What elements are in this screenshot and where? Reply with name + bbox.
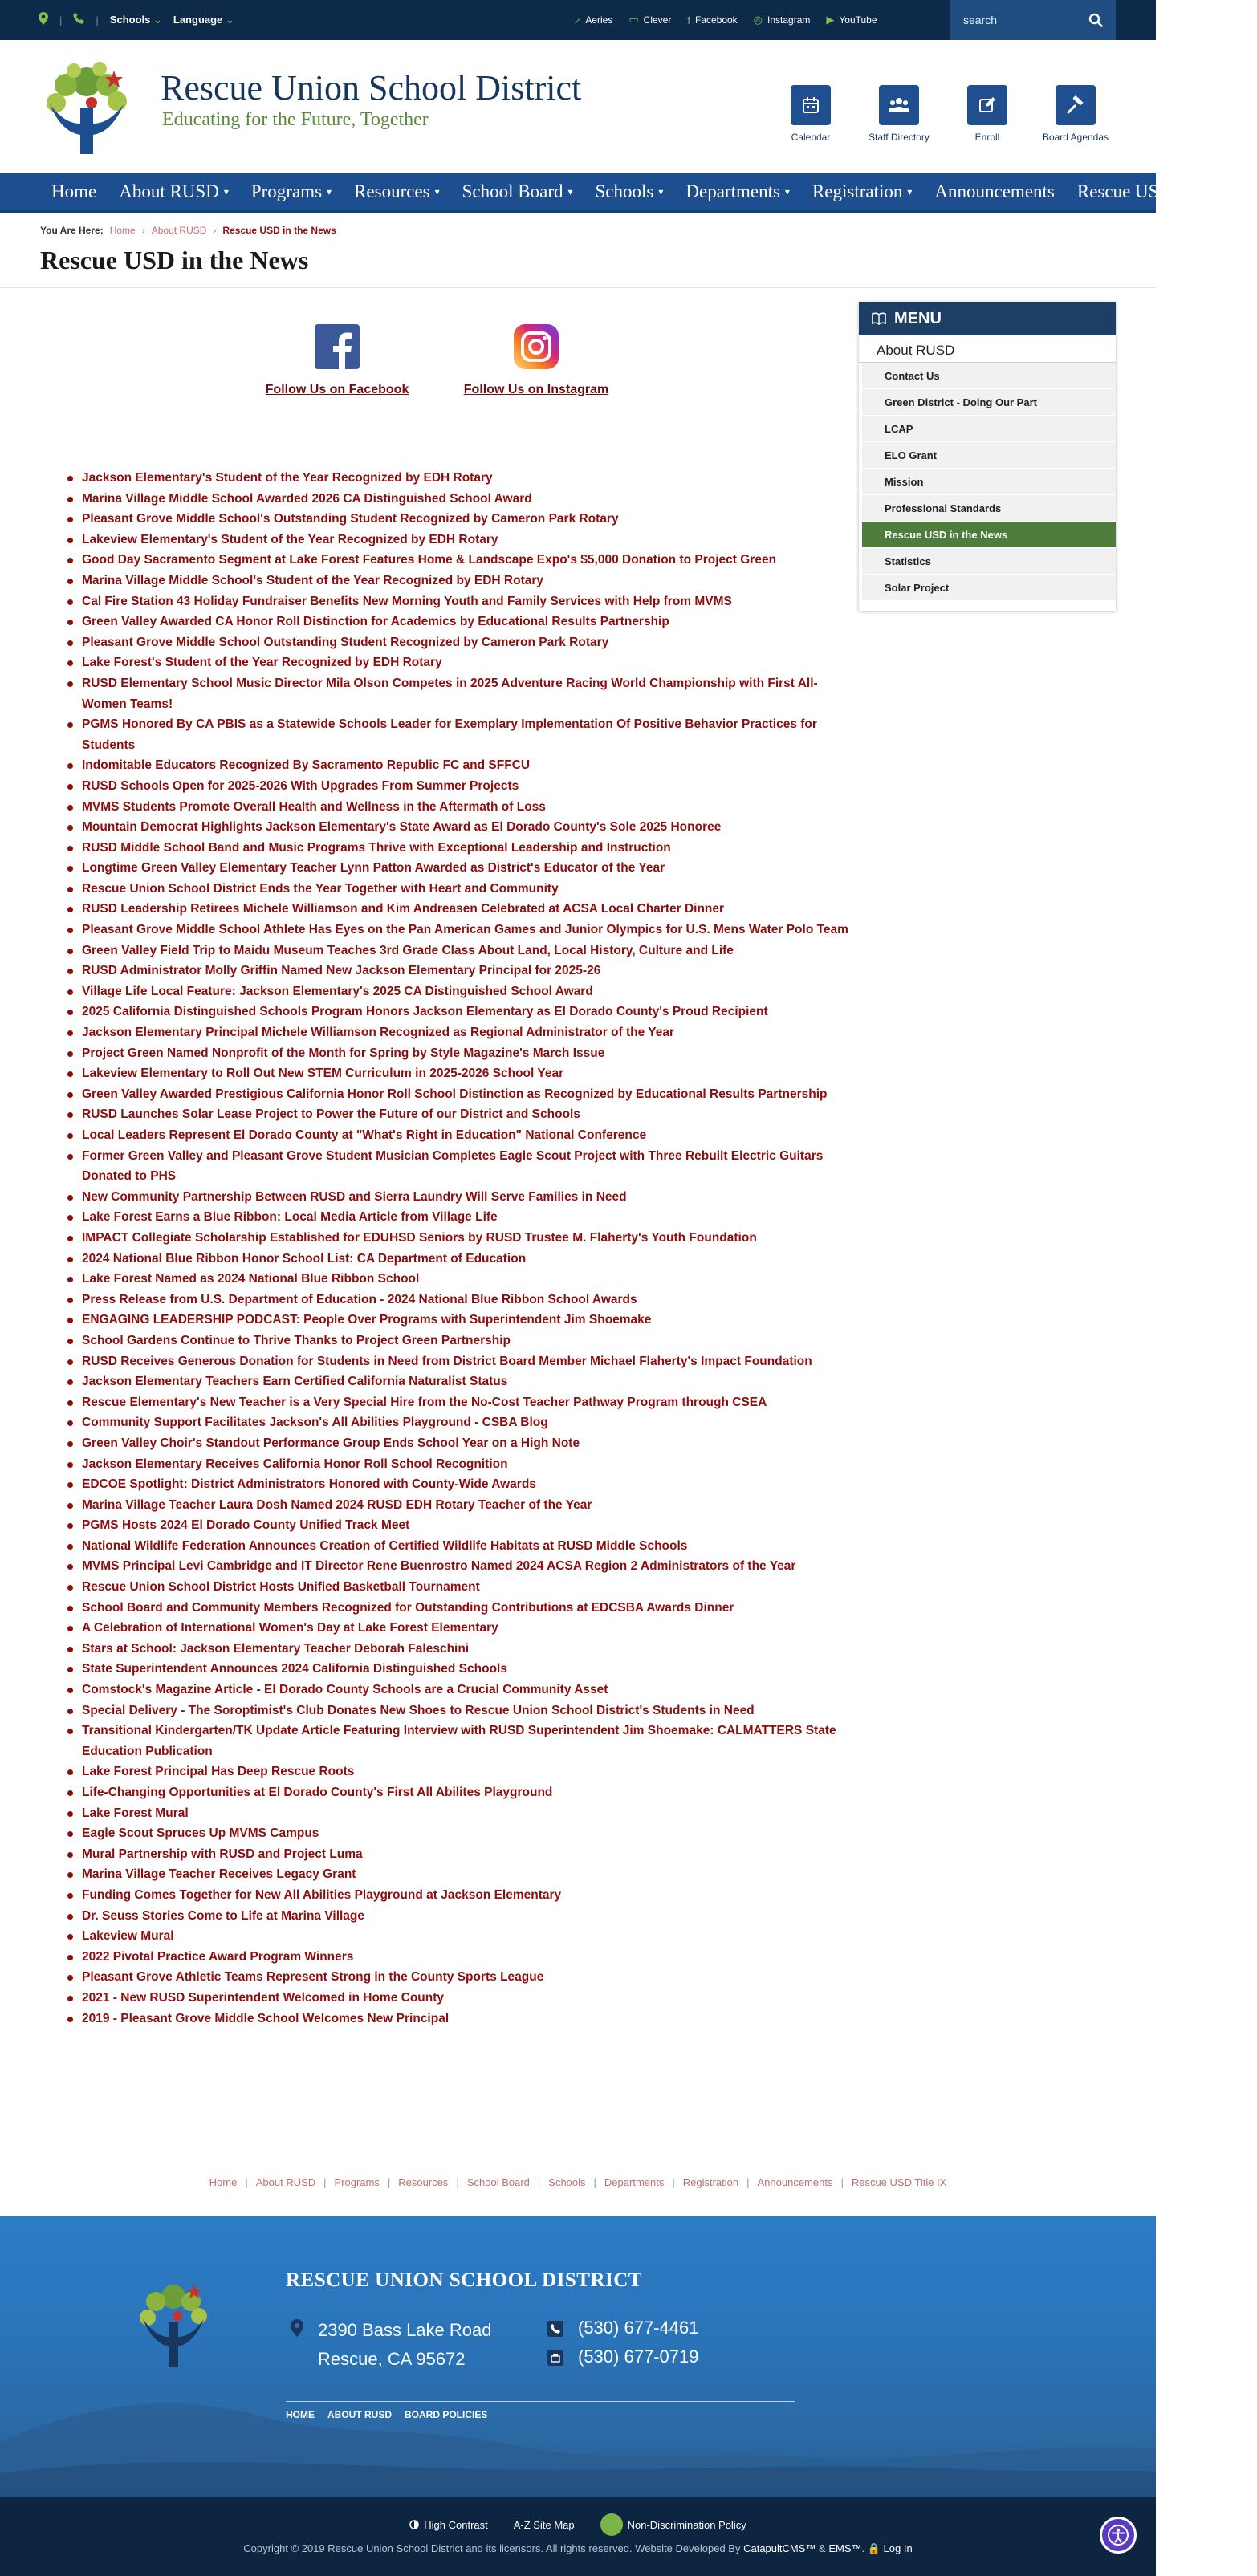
separator: | [323,2176,327,2188]
page-title: Rescue USD in the News [40,246,309,274]
nav-label: Home [51,181,97,201]
link-label: Instagram [767,14,811,26]
nav-announcements[interactable] [934,181,1076,202]
separator: | [59,14,63,26]
link-label: Facebook [694,14,738,26]
schools-label: Schools [109,14,151,26]
copyright-and: & [819,2542,826,2554]
news-article-link[interactable]: Lake Forest Named as 2024 National Blue Ribbon School [63,1269,849,1290]
quick-link-label: Staff Directory [869,132,930,143]
menu-item-mission[interactable]: Mission [862,469,1116,495]
news-article-list [63,468,849,2029]
section-menu [859,302,1116,611]
accessibility-button[interactable] [1100,2517,1137,2554]
site-title[interactable]: Rescue Union School District [161,68,582,108]
fax-icon [547,2350,563,2366]
menu-title: MENU [894,309,942,327]
link-label: YouTube [839,14,877,26]
bottom-bar [0,2497,1156,2576]
district-tree-logo[interactable] [35,56,138,156]
news-article-link[interactable]: Marina Village Middle School Awarded 2026 CA Distinguished School Award [63,489,849,510]
separator: | [746,2176,750,2188]
news-article-link[interactable]: Stars at School: Jackson Elementary Teacher Deborah Faleschini [63,1639,849,1660]
news-article-link[interactable]: Special Delivery - The Soroptimist's Club Donates New Shoes to Rescue Union School District's Students in Need [63,1700,849,1721]
news-article-link[interactable]: Green Valley Awarded Prestigious California Honor Roll School Distinction as Recognized by Educational Results Partnership [63,1084,849,1105]
news-article-link[interactable]: RUSD Elementary School Music Director Mila Olson Competes in 2025 Adventure Racing World Championship with First All-Women Teams! [63,673,849,714]
news-article-link[interactable]: A Celebration of International Women's Day at Lake Forest Elementary [63,1618,849,1639]
district-tree-logo [133,2274,214,2371]
news-article-link[interactable]: MVMS Principal Levi Cambridge and IT Director Rene Buenrostro Named 2024 ACSA Region 2 Administrators of the Year [63,1556,849,1577]
news-article-link[interactable]: RUSD Launches Solar Lease Project to Power the Future of our District and Schools [63,1104,849,1125]
copyright: Copyright © 2019 Rescue Union School District and its licensors. All rights reserved. Website Developed By CatapultCMS™ & EMS™. 🔒 Log In [243,2542,913,2554]
nav-programs[interactable] [251,181,354,202]
menu-item-about-rusd[interactable]: About RUSD [859,339,1116,363]
high-contrast-label: High Contrast [424,2518,488,2531]
gavel-icon [1056,85,1096,125]
footer-address[interactable] [318,2316,492,2374]
main-navigation [0,173,1235,213]
news-article-link[interactable]: Marina Village Middle School's Student of the Year Recognized by EDH Rotary [63,571,849,591]
footer-nav [286,2409,487,2420]
footer-link[interactable]: Home [209,2176,238,2188]
news-article-link[interactable]: Dr. Seuss Stories Come to Life at Marina Village [63,1906,849,1927]
nav-label: Programs [250,181,323,201]
news-article-link[interactable]: Rescue Union School District Ends the Year Together with Heart and Community [63,879,849,900]
news-article-link[interactable]: 2019 - Pleasant Grove Middle School Welcomes New Principal [63,2009,849,2030]
staff-directory-quick-link[interactable] [859,85,939,143]
divider [0,287,1156,288]
footer-link[interactable]: Rescue USD Title IX [851,2176,947,2188]
separator: | [387,2176,391,2188]
link-label: Aeries [585,14,613,26]
chevron-down-icon: ▾ [223,185,229,197]
news-article-link[interactable]: Pleasant Grove Middle School Outstanding Student Recognized by Cameron Park Rotary [63,632,849,653]
news-article-link[interactable]: Lake Forest Earns a Blue Ribbon: Local Media Article from Village Life [63,1207,849,1228]
search-box [950,0,1116,40]
footer-link[interactable]: School Board [466,2176,530,2188]
nav-label: School Board [462,181,563,201]
chevron-down-icon: ▾ [784,185,790,197]
news-article-link[interactable]: Mural Partnership with RUSD and Project Luma [63,1844,849,1865]
news-article-link[interactable]: Cal Fire Station 43 Holiday Fundraiser Benefits New Morning Youth and Family Services with Help from MVMS [63,591,849,612]
chevron-down-icon: ▾ [434,185,440,197]
news-article-link[interactable]: RUSD Receives Generous Donation for Students in Need from District Board Member Michael Flaherty's Impact Foundation [63,1351,849,1372]
youtube-icon: ▶ [826,14,835,26]
map-pin-icon[interactable] [39,12,48,28]
youtube-link[interactable] [826,14,877,26]
facebook-icon [315,324,360,369]
news-article-link[interactable]: Village Life Local Feature: Jackson Elementary's 2025 CA Distinguished School Award [63,981,849,1002]
nav-school-board[interactable] [462,181,596,202]
facebook-icon: f [687,14,690,26]
chevron-right-icon: › [213,225,217,236]
news-article-link[interactable]: Jackson Elementary Principal Michele Williamson Recognized as Regional Administrator of the Year [63,1022,849,1043]
footer-link[interactable]: Programs [334,2176,380,2188]
search-icon[interactable] [1088,13,1103,27]
chevron-down-icon: ▾ [907,185,913,197]
news-article-link[interactable]: Lakeview Elementary to Roll Out New STEM Curriculum in 2025-2026 School Year [63,1063,849,1084]
landscape-image [0,2369,1156,2497]
nav-resources[interactable] [354,181,462,202]
nav-registration[interactable] [812,181,934,202]
quick-link-label: Calendar [791,132,831,143]
non-discrimination-icon [600,2513,623,2536]
news-article-link[interactable]: Marina Village Teacher Receives Legacy Grant [63,1864,849,1885]
nav-label: Rescue USD Title IX [1076,181,1235,201]
breadcrumb-about-rusd[interactable]: About RUSD [151,225,207,236]
news-article-link[interactable]: Lakeview Elementary's Student of the Year Recognized by EDH Rotary [63,530,849,551]
non-discrimination-label: Non-Discrimination Policy [627,2518,746,2531]
news-article-link[interactable]: 2022 Pivotal Practice Award Program Winners [63,1947,849,1968]
footer-link[interactable]: Schools [548,2176,586,2188]
nav-label: Announcements [934,181,1055,201]
news-article-link[interactable]: Rescue Union School District Hosts Unified Basketball Tournament [63,1577,849,1598]
news-article-link[interactable]: Press Release from U.S. Department of Education - 2024 National Blue Ribbon School Awards [63,1290,849,1310]
users-icon [879,85,919,125]
menu-item-statistics[interactable]: Statistics [862,548,1116,575]
news-article-link[interactable]: 2021 - New RUSD Superintendent Welcomed in Home County [63,1988,849,2009]
news-article-link[interactable]: Green Valley Field Trip to Maidu Museum Teaches 3rd Grade Class About Land, Local History, Culture and Life [63,941,849,961]
news-article-link[interactable]: Jackson Elementary Teachers Earn Certified California Naturalist Status [63,1371,849,1392]
menu-header [859,302,1116,339]
news-article-link[interactable]: Former Green Valley and Pleasant Grove Student Musician Completes Eagle Scout Project with Three Rebuilt Electric Guitars Donated to PHS [63,1146,849,1187]
news-article-link[interactable]: Pleasant Grove Middle School's Outstanding Student Recognized by Cameron Park Rotary [63,509,849,530]
nav-label: Schools [595,181,654,201]
map-pin-icon [291,2319,303,2337]
chevron-down-icon: ⌄ [153,14,162,26]
language-label: Language [173,14,223,26]
nav-departments[interactable] [685,181,812,202]
phone-icon[interactable] [73,13,84,27]
footer-phone[interactable]: (530) 677-4461 [578,2318,699,2338]
follow-facebook-label: Follow Us on Facebook [265,383,409,396]
aeries-icon: ⩘ [575,14,581,26]
menu-item-green-district-doing-our-part[interactable]: Green District - Doing Our Part [862,389,1116,416]
aeries-link[interactable] [575,14,612,26]
menu-item-contact-us[interactable]: Contact Us [862,363,1116,389]
menu-item-professional-standards[interactable]: Professional Standards [862,495,1116,522]
breadcrumb-label: You Are Here: [40,225,104,236]
book-icon [872,312,886,325]
search-input[interactable] [963,14,1084,26]
nav-label: Resources [354,181,430,201]
separator: | [672,2176,675,2188]
breadcrumb-home[interactable]: Home [109,225,136,236]
menu-item-lcap[interactable]: LCAP [862,416,1116,442]
lock-icon: 🔒 [867,2542,881,2554]
news-article-link[interactable]: Indomitable Educators Recognized By Sacramento Republic FC and SFFCU [63,755,849,776]
news-article-link[interactable]: PGMS Honored By CA PBIS as a Statewide Schools Leader for Exemplary Implementation Of Positive Behavior Practices for Students [63,714,849,755]
news-article-link[interactable]: Transitional Kindergarten/TK Update Article Featuring Interview with RUSD Superintendent Jim Shoemake: CALMATTERS State Education Publication [63,1721,849,1761]
news-article-link[interactable]: Eagle Scout Spruces Up MVMS Campus [63,1823,849,1844]
news-article-link[interactable]: Lake Forest Mural [63,1803,849,1824]
divider [286,2401,795,2402]
news-article-link[interactable]: 2025 California Distinguished Schools Program Honors Jackson Elementary as El Dorado County's Proud Recipient [63,1002,849,1022]
instagram-link[interactable] [754,14,811,26]
chevron-down-icon: ▾ [658,185,664,197]
nav-label: About RUSD [119,181,219,201]
news-article-link[interactable]: Project Green Named Nonprofit of the Month for Spring by Style Magazine's March Issue [63,1043,849,1064]
news-article-link[interactable]: MVMS Students Promote Overall Health and Wellness in the Aftermath of Loss [63,797,849,818]
enroll-quick-link[interactable] [947,85,1027,143]
news-article-link[interactable]: Pleasant Grove Middle School Athlete Has Eyes on the Pan American Games and Junior Olympics for U.S. Mens Water Polo Team [63,920,849,941]
footer-nav-home[interactable]: HOME [286,2409,315,2420]
news-article-link[interactable]: Jackson Elementary's Student of the Year Recognized by EDH Rotary [63,468,849,489]
news-article-link[interactable]: Funding Comes Together for New All Abilities Playground at Jackson Elementary [63,1885,849,1906]
news-article-link[interactable]: PGMS Hosts 2024 El Dorado County Unified Track Meet [63,1515,849,1536]
news-article-link[interactable]: School Gardens Continue to Thrive Thanks to Project Green Partnership [63,1331,849,1351]
footer-nav-about-rusd[interactable]: ABOUT RUSD [327,2409,392,2420]
chevron-right-icon: › [141,225,145,236]
login-link[interactable]: Log In [883,2542,913,2554]
news-article-link[interactable]: Lake Forest Principal Has Deep Rescue Roots [63,1761,849,1782]
footer-link[interactable]: Registration [682,2176,739,2188]
news-article-link[interactable]: 2024 National Blue Ribbon Honor School List: CA Department of Education [63,1249,849,1270]
site-header [0,40,1156,173]
footer-link[interactable]: Announcements [757,2176,833,2188]
news-article-link[interactable]: Good Day Sacramento Segment at Lake Forest Features Home & Landscape Expo's $5,000 Donation to Project Green [63,550,849,571]
laptop-icon: ▭ [628,14,639,26]
chevron-down-icon: ▾ [327,185,332,197]
follow-instagram[interactable] [448,324,624,397]
footer-nav-board-policies[interactable]: BOARD POLICIES [405,2409,488,2420]
news-article-link[interactable]: RUSD Middle School Band and Music Programs Thrive with Exceptional Leadership and Instruction [63,838,849,859]
news-article-link[interactable]: Jackson Elementary Receives California Honor Roll School Recognition [63,1454,849,1475]
language-dropdown[interactable] [173,14,234,26]
news-article-link[interactable]: Community Support Facilitates Jackson's All Abilities Playground - CSBA Blog [63,1412,849,1433]
footer-link[interactable]: Resources [398,2176,449,2188]
site-map-label: A-Z Site Map [513,2518,575,2531]
schools-dropdown[interactable] [110,14,162,26]
news-article-link[interactable]: IMPACT Collegiate Scholarship Established for EDUHSD Seniors by RUSD Trustee M. Flaherty's Youth Foundation [63,1228,849,1249]
news-article-link[interactable]: Life-Changing Opportunities at El Dorado County's First All Abilites Playground [63,1782,849,1803]
news-article-link[interactable]: RUSD Leadership Retirees Michele Williamson and Kim Andreasen Celebrated at ACSA Local Charter Dinner [63,899,849,920]
nav-about-rusd[interactable] [119,181,251,202]
chevron-down-icon: ⌄ [225,14,234,26]
news-article-link[interactable]: RUSD Administrator Molly Griffin Named New Jackson Elementary Principal for 2025-26 [63,961,849,981]
address-line-2: Rescue, CA 95672 [318,2349,466,2369]
footer-district-name: RESCUE UNION SCHOOL DISTRICT [286,2269,642,2291]
instagram-icon: ◎ [753,14,763,26]
news-article-link[interactable]: Marina Village Teacher Laura Dosh Named 2024 RUSD EDH Rotary Teacher of the Year [63,1495,849,1516]
nav-label: Departments [685,181,780,201]
news-article-link[interactable]: New Community Partnership Between RUSD and Sierra Laundry Will Serve Families in Need [63,1187,849,1208]
calendar-icon [791,85,831,125]
address-line-1: 2390 Bass Lake Road [318,2320,492,2340]
news-article-link[interactable]: Local Leaders Represent El Dorado County at "What's Right in Education" National Conference [63,1125,849,1146]
separator: | [593,2176,596,2188]
footer-link[interactable]: Departments [604,2176,665,2188]
news-article-link[interactable]: Longtime Green Valley Elementary Teacher Lynn Patton Awarded as District's Educator of the Year [63,858,849,879]
nav-schools[interactable] [596,181,686,202]
calendar-quick-link[interactable] [771,85,851,143]
menu-item-rescue-usd-in-the-news[interactable]: Rescue USD in the News [862,522,1116,548]
instagram-icon [514,324,559,369]
clever-link[interactable] [628,14,671,26]
news-article-link[interactable]: Lake Forest's Student of the Year Recognized by EDH Rotary [63,652,849,673]
separator: | [456,2176,459,2188]
breadcrumb-current: Rescue USD in the News [222,225,336,236]
site-tagline: Educating for the Future, Together [162,109,429,130]
high-contrast-toggle[interactable] [409,2519,487,2531]
edit-icon [967,85,1007,125]
board-agendas-quick-link[interactable] [1035,85,1116,143]
follow-facebook[interactable] [249,324,425,397]
news-article-link[interactable]: Rescue Elementary's New Teacher is a Very Special Hire from the No-Cost Teacher Pathway Program through CSEA [63,1392,849,1413]
quick-link-label: Board Agendas [1042,132,1109,143]
separator: | [96,14,99,26]
follow-instagram-label: Follow Us on Instagram [463,383,609,396]
news-article-link[interactable]: National Wildlife Federation Announces Creation of Certified Wildlife Habitats at RUSD Middle Schools [63,1536,849,1557]
nav-home[interactable] [51,181,119,202]
chevron-down-icon: ▾ [567,185,573,197]
site-map-link[interactable] [514,2519,575,2531]
developer-link[interactable]: CatapultCMS™ [743,2542,816,2554]
phone-icon [547,2321,563,2337]
non-discrimination-link[interactable] [600,2513,746,2536]
contrast-icon [409,2520,419,2529]
news-article-link[interactable]: Green Valley Awarded CA Honor Roll Distinction for Academics by Educational Results Partnership [63,611,849,632]
menu-item-solar-project[interactable]: Solar Project [862,575,1116,601]
news-article-link[interactable]: Lakeview Mural [63,1926,849,1947]
menu-item-elo-grant[interactable]: ELO Grant [862,442,1116,469]
quick-link-label: Enroll [974,132,1000,143]
footer-fax[interactable]: (530) 677-0719 [578,2346,699,2367]
nav-label: Registration [812,181,903,201]
accessibility-icon [1107,2524,1129,2546]
menu-items [859,363,1116,601]
menu-padding [859,601,1116,611]
link-label: Clever [643,14,672,26]
breadcrumb [40,225,336,236]
news-article-link[interactable]: Mountain Democrat Highlights Jackson Elementary's State Award as El Dorado County's Sole 2025 Honoree [63,817,849,838]
footer-link-row [0,2176,1156,2188]
news-article-link[interactable]: EDCOE Spotlight: District Administrators Honored with County-Wide Awards [63,1474,849,1495]
district-footer [0,2216,1156,2497]
facebook-link[interactable] [687,14,737,26]
separator: | [245,2176,248,2188]
news-article-link[interactable]: Comstock's Magazine Article - El Dorado County Schools are a Crucial Community Asset [63,1680,849,1700]
nav-title-ix[interactable] [1077,181,1257,202]
news-article-link[interactable]: Green Valley Choir's Standout Performance Group Ends School Year on a High Note [63,1433,849,1454]
footer-link[interactable]: About RUSD [255,2176,316,2188]
separator: | [840,2176,844,2188]
copyright-text: Copyright © 2019 Rescue Union School District and its licensors. All rights reserved. Website Developed By [243,2542,741,2554]
news-article-link[interactable]: ENGAGING LEADERSHIP PODCAST: People Over Programs with Superintendent Jim Shoemake [63,1310,849,1331]
news-article-link[interactable]: Pleasant Grove Athletic Teams Represent Strong in the County Sports League [63,1967,849,1988]
news-article-link[interactable]: RUSD Schools Open for 2025-2026 With Upgrades From Summer Projects [63,776,849,797]
ems-link[interactable]: EMS™ [828,2542,862,2554]
news-article-link[interactable]: School Board and Community Members Recognized for Outstanding Contributions at EDCSBA Awards Dinner [63,1598,849,1619]
news-article-link[interactable]: State Superintendent Announces 2024 California Distinguished Schools [63,1659,849,1680]
separator: | [537,2176,541,2188]
top-utility-bar [0,0,1156,40]
